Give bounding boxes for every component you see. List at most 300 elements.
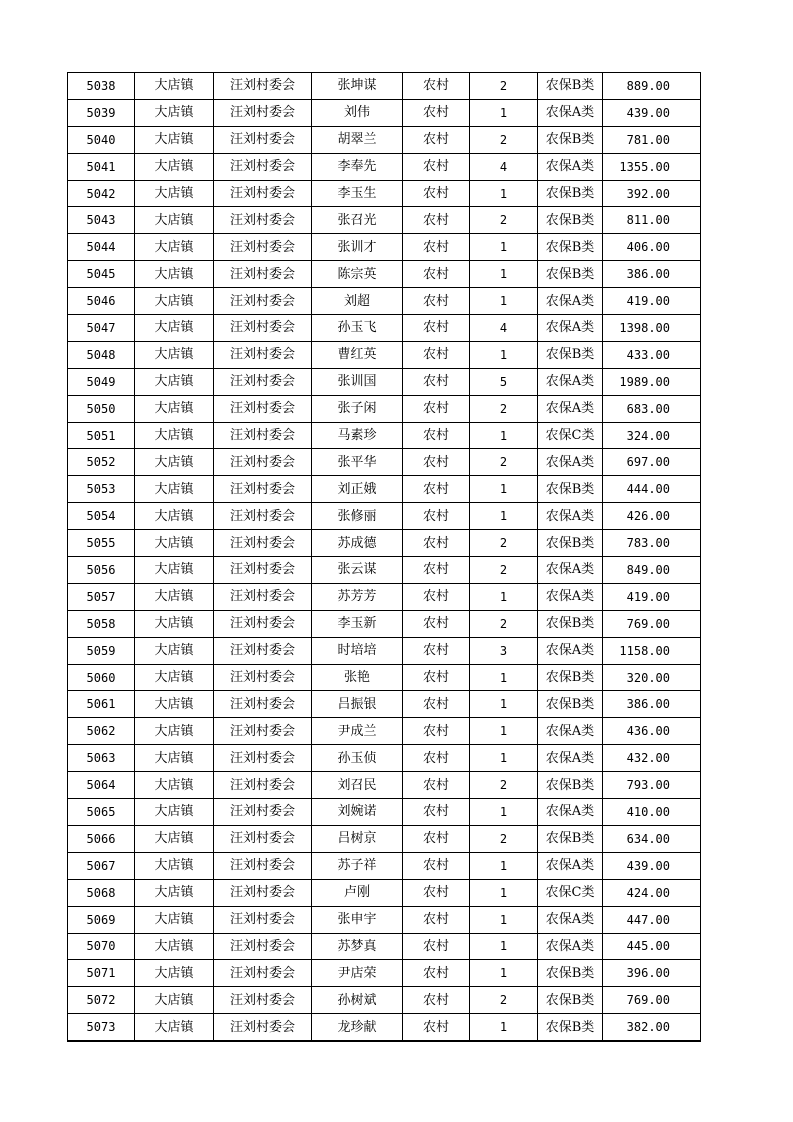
cell-count: 1 [470, 476, 538, 503]
cell-village: 汪刘村委会 [214, 987, 312, 1014]
cell-category: 农保A类 [538, 557, 603, 584]
cell-village: 汪刘村委会 [214, 691, 312, 718]
cell-count: 1 [470, 422, 538, 449]
cell-id: 5065 [68, 799, 135, 826]
table-row [68, 315, 701, 342]
cell-area: 农村 [403, 825, 470, 852]
cell-amount: 386.00 [603, 691, 701, 718]
cell-village: 汪刘村委会 [214, 99, 312, 126]
cell-name: 李玉生 [312, 180, 403, 207]
cell-category: 农保A类 [538, 368, 603, 395]
cell-area: 农村 [403, 879, 470, 906]
cell-town: 大店镇 [135, 99, 214, 126]
cell-id: 5073 [68, 1014, 135, 1041]
cell-area: 农村 [403, 476, 470, 503]
cell-area: 农村 [403, 745, 470, 772]
cell-amount: 769.00 [603, 987, 701, 1014]
cell-name: 张平华 [312, 449, 403, 476]
table-row [68, 368, 701, 395]
cell-village: 汪刘村委会 [214, 395, 312, 422]
cell-area: 农村 [403, 126, 470, 153]
cell-area: 农村 [403, 691, 470, 718]
cell-town: 大店镇 [135, 422, 214, 449]
cell-town: 大店镇 [135, 341, 214, 368]
cell-amount: 439.00 [603, 852, 701, 879]
cell-category: 农保B类 [538, 261, 603, 288]
cell-count: 5 [470, 368, 538, 395]
cell-id: 5072 [68, 987, 135, 1014]
table-row [68, 583, 701, 610]
cell-amount: 634.00 [603, 825, 701, 852]
cell-area: 农村 [403, 503, 470, 530]
table-row [68, 207, 701, 234]
cell-id: 5043 [68, 207, 135, 234]
cell-category: 农保B类 [538, 180, 603, 207]
cell-amount: 419.00 [603, 288, 701, 315]
cell-name: 时培培 [312, 637, 403, 664]
cell-amount: 783.00 [603, 530, 701, 557]
cell-category: 农保B类 [538, 691, 603, 718]
cell-count: 4 [470, 315, 538, 342]
table-body [68, 73, 701, 1042]
cell-amount: 406.00 [603, 234, 701, 261]
cell-count: 3 [470, 637, 538, 664]
cell-category: 农保A类 [538, 315, 603, 342]
cell-count: 1 [470, 583, 538, 610]
cell-id: 5058 [68, 610, 135, 637]
cell-id: 5069 [68, 906, 135, 933]
table-row [68, 395, 701, 422]
cell-area: 农村 [403, 341, 470, 368]
cell-category: 农保C类 [538, 879, 603, 906]
cell-village: 汪刘村委会 [214, 234, 312, 261]
cell-village: 汪刘村委会 [214, 422, 312, 449]
cell-id: 5063 [68, 745, 135, 772]
cell-count: 1 [470, 691, 538, 718]
cell-name: 吕树京 [312, 825, 403, 852]
cell-town: 大店镇 [135, 610, 214, 637]
cell-name: 张修丽 [312, 503, 403, 530]
cell-area: 农村 [403, 718, 470, 745]
cell-town: 大店镇 [135, 691, 214, 718]
cell-name: 尹成兰 [312, 718, 403, 745]
cell-village: 汪刘村委会 [214, 207, 312, 234]
cell-amount: 683.00 [603, 395, 701, 422]
cell-category: 农保A类 [538, 99, 603, 126]
cell-name: 刘伟 [312, 99, 403, 126]
cell-town: 大店镇 [135, 879, 214, 906]
cell-category: 农保B类 [538, 664, 603, 691]
cell-town: 大店镇 [135, 1014, 214, 1041]
cell-count: 2 [470, 73, 538, 100]
table-row [68, 73, 701, 100]
cell-area: 农村 [403, 906, 470, 933]
cell-village: 汪刘村委会 [214, 610, 312, 637]
cell-id: 5062 [68, 718, 135, 745]
cell-category: 农保C类 [538, 422, 603, 449]
cell-count: 2 [470, 825, 538, 852]
cell-count: 1 [470, 261, 538, 288]
cell-town: 大店镇 [135, 261, 214, 288]
table-row [68, 799, 701, 826]
table-row [68, 772, 701, 799]
cell-id: 5042 [68, 180, 135, 207]
cell-name: 胡翠兰 [312, 126, 403, 153]
cell-id: 5045 [68, 261, 135, 288]
cell-id: 5047 [68, 315, 135, 342]
cell-village: 汪刘村委会 [214, 718, 312, 745]
cell-id: 5056 [68, 557, 135, 584]
cell-id: 5064 [68, 772, 135, 799]
cell-amount: 1158.00 [603, 637, 701, 664]
cell-name: 龙珍献 [312, 1014, 403, 1041]
cell-count: 1 [470, 906, 538, 933]
cell-name: 张艳 [312, 664, 403, 691]
cell-name: 张云谋 [312, 557, 403, 584]
table-row [68, 825, 701, 852]
cell-town: 大店镇 [135, 718, 214, 745]
cell-category: 农保A类 [538, 906, 603, 933]
cell-id: 5054 [68, 503, 135, 530]
cell-id: 5071 [68, 960, 135, 987]
cell-id: 5067 [68, 852, 135, 879]
cell-category: 农保B类 [538, 772, 603, 799]
cell-town: 大店镇 [135, 960, 214, 987]
cell-count: 2 [470, 772, 538, 799]
cell-area: 农村 [403, 395, 470, 422]
cell-count: 2 [470, 557, 538, 584]
cell-town: 大店镇 [135, 73, 214, 100]
cell-village: 汪刘村委会 [214, 530, 312, 557]
cell-amount: 432.00 [603, 745, 701, 772]
cell-count: 1 [470, 745, 538, 772]
cell-name: 刘婉诺 [312, 799, 403, 826]
cell-id: 5048 [68, 341, 135, 368]
cell-id: 5053 [68, 476, 135, 503]
cell-village: 汪刘村委会 [214, 906, 312, 933]
cell-name: 苏芳芳 [312, 583, 403, 610]
table-row [68, 637, 701, 664]
cell-village: 汪刘村委会 [214, 476, 312, 503]
cell-name: 陈宗英 [312, 261, 403, 288]
table-row [68, 664, 701, 691]
cell-name: 吕振银 [312, 691, 403, 718]
cell-count: 1 [470, 503, 538, 530]
cell-name: 李玉新 [312, 610, 403, 637]
cell-town: 大店镇 [135, 825, 214, 852]
cell-amount: 382.00 [603, 1014, 701, 1041]
cell-id: 5061 [68, 691, 135, 718]
cell-name: 李奉先 [312, 153, 403, 180]
cell-id: 5041 [68, 153, 135, 180]
cell-amount: 396.00 [603, 960, 701, 987]
cell-area: 农村 [403, 422, 470, 449]
cell-village: 汪刘村委会 [214, 288, 312, 315]
cell-name: 卢刚 [312, 879, 403, 906]
table-row [68, 422, 701, 449]
cell-count: 1 [470, 879, 538, 906]
cell-area: 农村 [403, 960, 470, 987]
cell-area: 农村 [403, 234, 470, 261]
cell-amount: 811.00 [603, 207, 701, 234]
cell-area: 农村 [403, 933, 470, 960]
cell-name: 曹红英 [312, 341, 403, 368]
cell-village: 汪刘村委会 [214, 126, 312, 153]
table-row [68, 987, 701, 1014]
cell-id: 5068 [68, 879, 135, 906]
cell-count: 1 [470, 288, 538, 315]
cell-area: 农村 [403, 530, 470, 557]
cell-town: 大店镇 [135, 126, 214, 153]
cell-village: 汪刘村委会 [214, 799, 312, 826]
cell-category: 农保A类 [538, 718, 603, 745]
cell-count: 1 [470, 852, 538, 879]
cell-village: 汪刘村委会 [214, 1014, 312, 1041]
cell-amount: 439.00 [603, 99, 701, 126]
cell-category: 农保A类 [538, 637, 603, 664]
cell-category: 农保B类 [538, 1014, 603, 1041]
cell-id: 5050 [68, 395, 135, 422]
table-row [68, 879, 701, 906]
cell-amount: 320.00 [603, 664, 701, 691]
cell-town: 大店镇 [135, 987, 214, 1014]
cell-name: 苏子祥 [312, 852, 403, 879]
cell-count: 1 [470, 664, 538, 691]
cell-id: 5055 [68, 530, 135, 557]
cell-town: 大店镇 [135, 906, 214, 933]
cell-id: 5066 [68, 825, 135, 852]
cell-count: 1 [470, 341, 538, 368]
cell-village: 汪刘村委会 [214, 664, 312, 691]
cell-category: 农保B类 [538, 234, 603, 261]
cell-count: 1 [470, 718, 538, 745]
table-row [68, 691, 701, 718]
table-row [68, 1014, 701, 1041]
cell-category: 农保B类 [538, 207, 603, 234]
cell-village: 汪刘村委会 [214, 73, 312, 100]
cell-count: 1 [470, 180, 538, 207]
cell-area: 农村 [403, 987, 470, 1014]
cell-id: 5038 [68, 73, 135, 100]
cell-category: 农保A类 [538, 449, 603, 476]
document-page [67, 72, 701, 1042]
cell-area: 农村 [403, 852, 470, 879]
table-row [68, 126, 701, 153]
table-row [68, 557, 701, 584]
cell-village: 汪刘村委会 [214, 637, 312, 664]
cell-count: 1 [470, 1014, 538, 1041]
table-row [68, 933, 701, 960]
cell-area: 农村 [403, 207, 470, 234]
cell-count: 2 [470, 987, 538, 1014]
cell-amount: 769.00 [603, 610, 701, 637]
cell-id: 5044 [68, 234, 135, 261]
cell-amount: 392.00 [603, 180, 701, 207]
cell-town: 大店镇 [135, 395, 214, 422]
cell-town: 大店镇 [135, 530, 214, 557]
cell-category: 农保B类 [538, 73, 603, 100]
cell-name: 孙树斌 [312, 987, 403, 1014]
table-row [68, 610, 701, 637]
cell-name: 张召光 [312, 207, 403, 234]
table-row [68, 718, 701, 745]
cell-name: 刘召民 [312, 772, 403, 799]
cell-category: 农保A类 [538, 933, 603, 960]
cell-town: 大店镇 [135, 368, 214, 395]
cell-town: 大店镇 [135, 799, 214, 826]
cell-id: 5070 [68, 933, 135, 960]
cell-amount: 410.00 [603, 799, 701, 826]
cell-area: 农村 [403, 637, 470, 664]
cell-amount: 889.00 [603, 73, 701, 100]
cell-count: 4 [470, 153, 538, 180]
cell-village: 汪刘村委会 [214, 315, 312, 342]
cell-town: 大店镇 [135, 180, 214, 207]
table-row [68, 906, 701, 933]
cell-village: 汪刘村委会 [214, 879, 312, 906]
table-row [68, 745, 701, 772]
cell-town: 大店镇 [135, 772, 214, 799]
cell-area: 农村 [403, 180, 470, 207]
table-row [68, 503, 701, 530]
cell-count: 1 [470, 960, 538, 987]
cell-village: 汪刘村委会 [214, 772, 312, 799]
cell-amount: 781.00 [603, 126, 701, 153]
cell-town: 大店镇 [135, 852, 214, 879]
cell-name: 张训国 [312, 368, 403, 395]
cell-category: 农保A类 [538, 852, 603, 879]
cell-name: 孙玉飞 [312, 315, 403, 342]
cell-id: 5051 [68, 422, 135, 449]
cell-village: 汪刘村委会 [214, 341, 312, 368]
cell-town: 大店镇 [135, 637, 214, 664]
cell-count: 2 [470, 207, 538, 234]
cell-name: 张子闲 [312, 395, 403, 422]
cell-town: 大店镇 [135, 315, 214, 342]
cell-village: 汪刘村委会 [214, 153, 312, 180]
cell-town: 大店镇 [135, 449, 214, 476]
cell-amount: 324.00 [603, 422, 701, 449]
cell-village: 汪刘村委会 [214, 557, 312, 584]
table-row [68, 153, 701, 180]
cell-count: 2 [470, 449, 538, 476]
cell-area: 农村 [403, 449, 470, 476]
table-row [68, 234, 701, 261]
cell-category: 农保B类 [538, 476, 603, 503]
cell-name: 刘正娥 [312, 476, 403, 503]
table-row [68, 960, 701, 987]
cell-town: 大店镇 [135, 153, 214, 180]
cell-id: 5040 [68, 126, 135, 153]
cell-amount: 444.00 [603, 476, 701, 503]
cell-category: 农保B类 [538, 987, 603, 1014]
cell-area: 农村 [403, 610, 470, 637]
cell-category: 农保A类 [538, 583, 603, 610]
cell-town: 大店镇 [135, 745, 214, 772]
cell-id: 5060 [68, 664, 135, 691]
cell-area: 农村 [403, 583, 470, 610]
table-row [68, 476, 701, 503]
cell-category: 农保A类 [538, 153, 603, 180]
cell-area: 农村 [403, 153, 470, 180]
table-row [68, 530, 701, 557]
cell-category: 农保A类 [538, 799, 603, 826]
cell-category: 农保B类 [538, 530, 603, 557]
cell-id: 5046 [68, 288, 135, 315]
cell-village: 汪刘村委会 [214, 261, 312, 288]
cell-id: 5059 [68, 637, 135, 664]
cell-area: 农村 [403, 799, 470, 826]
table-row [68, 180, 701, 207]
cell-village: 汪刘村委会 [214, 745, 312, 772]
cell-name: 孙玉侦 [312, 745, 403, 772]
cell-town: 大店镇 [135, 503, 214, 530]
cell-amount: 697.00 [603, 449, 701, 476]
cell-name: 苏成德 [312, 530, 403, 557]
cell-category: 农保A类 [538, 395, 603, 422]
table-row [68, 341, 701, 368]
cell-area: 农村 [403, 288, 470, 315]
data-table [67, 72, 701, 1042]
cell-name: 刘超 [312, 288, 403, 315]
cell-id: 5039 [68, 99, 135, 126]
cell-amount: 445.00 [603, 933, 701, 960]
cell-area: 农村 [403, 1014, 470, 1041]
cell-town: 大店镇 [135, 234, 214, 261]
cell-town: 大店镇 [135, 207, 214, 234]
cell-town: 大店镇 [135, 288, 214, 315]
cell-id: 5052 [68, 449, 135, 476]
cell-area: 农村 [403, 315, 470, 342]
cell-village: 汪刘村委会 [214, 933, 312, 960]
cell-amount: 849.00 [603, 557, 701, 584]
cell-name: 张申宇 [312, 906, 403, 933]
cell-village: 汪刘村委会 [214, 825, 312, 852]
table-row [68, 449, 701, 476]
cell-amount: 1355.00 [603, 153, 701, 180]
cell-town: 大店镇 [135, 933, 214, 960]
cell-area: 农村 [403, 99, 470, 126]
cell-village: 汪刘村委会 [214, 583, 312, 610]
cell-category: 农保A类 [538, 503, 603, 530]
cell-village: 汪刘村委会 [214, 180, 312, 207]
cell-count: 1 [470, 799, 538, 826]
cell-amount: 433.00 [603, 341, 701, 368]
cell-count: 1 [470, 933, 538, 960]
cell-category: 农保B类 [538, 341, 603, 368]
cell-area: 农村 [403, 73, 470, 100]
cell-area: 农村 [403, 772, 470, 799]
cell-town: 大店镇 [135, 476, 214, 503]
cell-count: 2 [470, 126, 538, 153]
cell-category: 农保B类 [538, 126, 603, 153]
cell-category: 农保A类 [538, 288, 603, 315]
cell-amount: 436.00 [603, 718, 701, 745]
cell-name: 张训才 [312, 234, 403, 261]
cell-category: 农保B类 [538, 960, 603, 987]
cell-name: 苏梦真 [312, 933, 403, 960]
cell-town: 大店镇 [135, 583, 214, 610]
cell-id: 5057 [68, 583, 135, 610]
cell-village: 汪刘村委会 [214, 960, 312, 987]
cell-amount: 793.00 [603, 772, 701, 799]
cell-village: 汪刘村委会 [214, 503, 312, 530]
cell-amount: 1398.00 [603, 315, 701, 342]
cell-category: 农保B类 [538, 610, 603, 637]
table-row [68, 99, 701, 126]
cell-amount: 426.00 [603, 503, 701, 530]
cell-village: 汪刘村委会 [214, 852, 312, 879]
